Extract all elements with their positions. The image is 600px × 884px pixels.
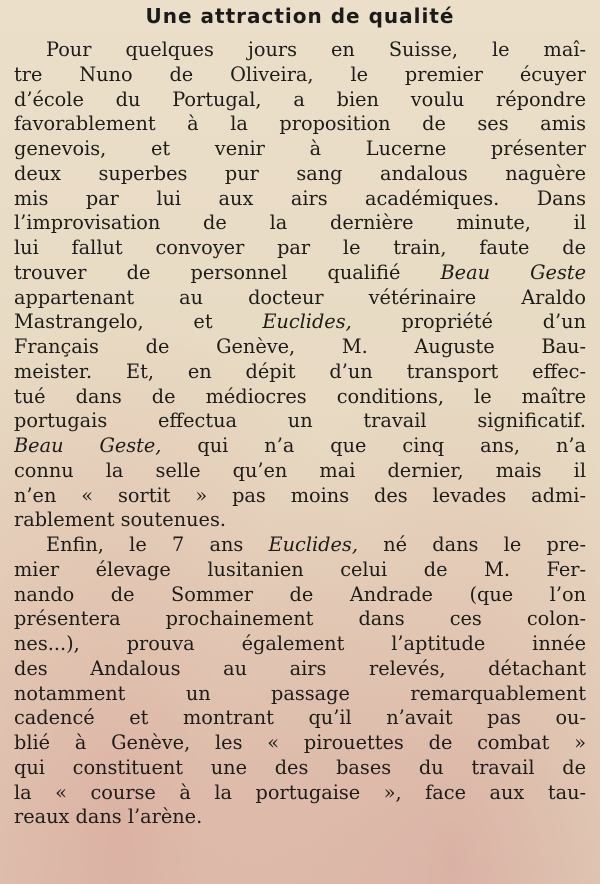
text-run: trouver de personnel qualifié xyxy=(14,260,441,284)
text-line: n’en « sortit » pas moins des levades admi- xyxy=(14,483,586,507)
text-line: connu la selle qu’en mai dernier, mais il xyxy=(14,458,586,482)
text-line: l’improvisation de la dernière minute, il xyxy=(14,211,586,235)
text-line: nando de Sommer de Andrade (que l’on xyxy=(14,582,586,606)
text-line: notamment un passage remarquablement xyxy=(14,681,586,705)
text-run: né dans le pre- xyxy=(357,533,586,556)
text-run: Enfin, le 7 ans xyxy=(46,533,269,556)
text-line: nes...), prouva également l’aptitude innée xyxy=(14,632,586,655)
horse-name-euclides: Euclides, xyxy=(262,310,352,334)
text-line: reaux dans l’arène. xyxy=(14,805,203,829)
text-line: mis par lui aux airs académiques. Dans xyxy=(14,186,586,210)
text-line: la « course à la portugaise », face aux tau- xyxy=(14,780,586,804)
text-line: d’école du Portugal, a bien voulu répondre xyxy=(14,87,586,111)
horse-name-beau-geste: Beau Geste xyxy=(440,260,586,284)
text-line: cadencé et montrant qu’il n’avait pas ou- xyxy=(14,706,586,730)
text-line: deux superbes pur sang andalous naguère xyxy=(14,161,586,185)
text-run: Mastrangelo, et xyxy=(14,310,263,334)
text-line xyxy=(14,310,586,335)
text-line: favorablement à la proposition de ses amis xyxy=(14,112,586,136)
text-line xyxy=(14,434,586,459)
text-line: appartenant au docteur vétérinaire Araldo xyxy=(14,285,586,309)
text-line: Français de Genève, M. Auguste Bau- xyxy=(14,335,586,358)
text-line: lui fallut convoyer par le train, faute de xyxy=(14,236,586,259)
text-run: propriété d’un xyxy=(351,310,586,334)
text-line: qui constituent une des bases du travail de xyxy=(14,755,586,779)
text-line xyxy=(14,261,586,286)
text-line: tre Nuno de Oliveira, le premier écuyer xyxy=(14,62,586,86)
text-line: mier élevage lusitanien celui de M. Fer- xyxy=(14,557,586,581)
horse-name-beau-geste: Beau Geste, xyxy=(14,434,162,457)
article-body xyxy=(14,38,586,830)
text-line: des Andalous au airs relevés, détachant xyxy=(14,656,586,680)
text-line: tué dans de médiocres conditions, le maître xyxy=(14,384,586,408)
paragraph-2 xyxy=(14,533,586,830)
text-line: présentera prochainement dans ces colon- xyxy=(14,607,586,631)
text-line: genevois, et venir à Lucerne présenter xyxy=(14,137,586,160)
text-line: rablement soutenues. xyxy=(14,508,226,532)
text-line: portugais effectua un travail significatif. xyxy=(14,409,586,433)
paragraph-1 xyxy=(14,38,586,533)
text-line: blié à Genève, les « pirouettes de combat » xyxy=(14,731,586,754)
text-line: Pour quelques jours en Suisse, le maî- xyxy=(46,38,586,61)
horse-name-euclides: Euclides, xyxy=(268,533,358,556)
text-run: qui n’a que cinq ans, n’a xyxy=(161,434,586,457)
headline: Une attraction de qualité xyxy=(145,4,455,28)
text-line xyxy=(14,533,586,558)
text-line: meister. Et, en dépit d’un transport effec- xyxy=(14,359,586,383)
